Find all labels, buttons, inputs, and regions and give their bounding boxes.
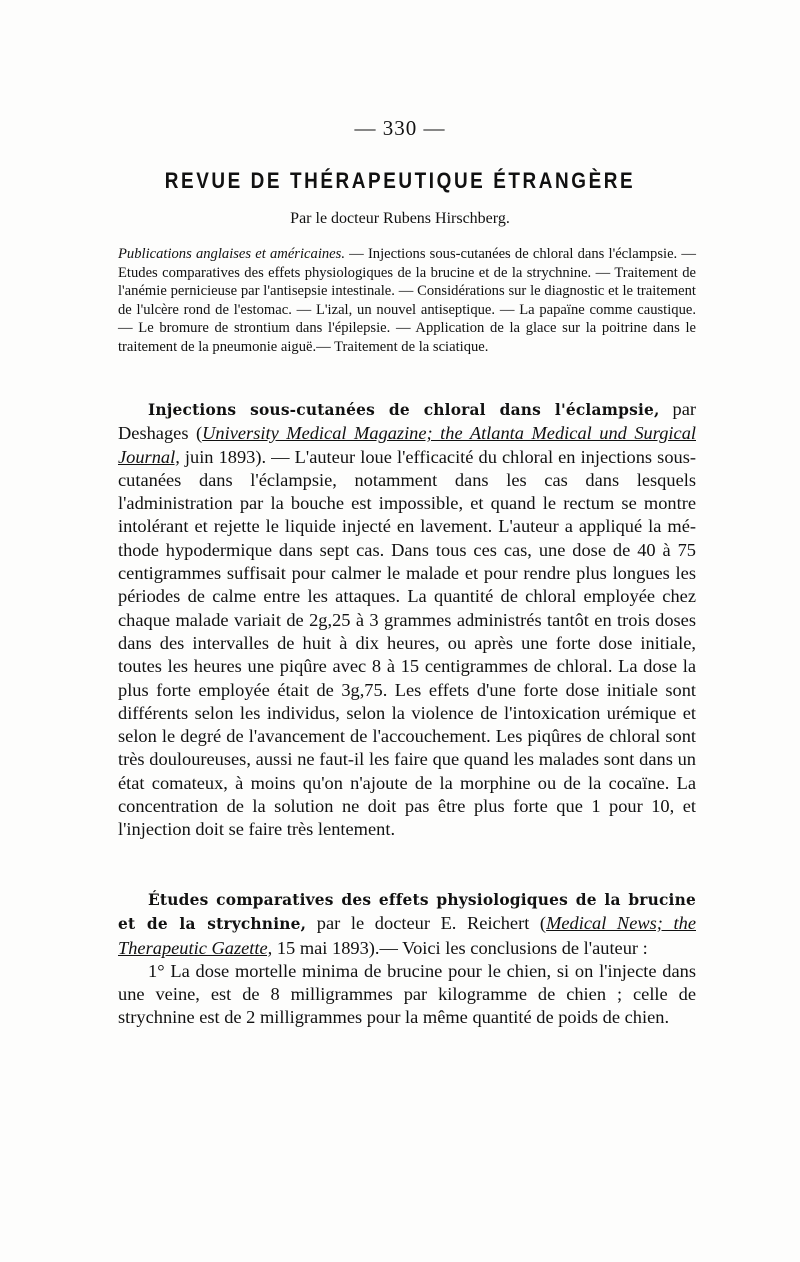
conclusion-point-1: 1° La dose mortelle minima de brucine pour le chien, si on l'injecte dans une veine, est de 8 milligrammes par kilogramme de chien ; celle de strychnine est de 2 milligrammes pour la même quantité de poids de chien. xyxy=(118,960,696,1028)
article-heading: Études comparatives des effets physiologiques de la brucine et de la strychnine, xyxy=(118,891,696,934)
article-source: Medical News; the Therapeutic Gazette, xyxy=(118,913,696,958)
article-date: juin 1893). xyxy=(179,446,267,467)
article-brucine-strychnine xyxy=(118,888,696,1030)
author-byline: Par le docteur Rubens Hirschberg. xyxy=(290,210,510,227)
page-number: — 330 — xyxy=(354,116,446,140)
article-source: University Medical Magazine; the Atlanta Medical und Surgical Journal, xyxy=(118,423,696,467)
article-body: — Voici les conclusions de l'auteur : xyxy=(379,937,648,958)
article-lead: par le docteur E. Reichert ( xyxy=(306,913,547,934)
section-title: REVUE DE THÉRAPEUTIQUE ÉTRANGÈRE xyxy=(164,168,636,193)
article-lead: par Deshages ( xyxy=(118,399,696,444)
summary-paragraph xyxy=(118,245,696,357)
article-date: 15 mai 1893). xyxy=(272,937,380,958)
article-heading: Injections sous-cutanées de chloral dans l'éclampsie, xyxy=(148,401,660,419)
summary-heading: Publications anglaises et américaines. xyxy=(118,246,345,262)
summary-text: — Injections sous-cutanées de chloral dans l'éclampsie. — Etudes comparatives des effets physiologiques de la brucine et de la strychnine. — Traitement de l'anémie pernicieuse par l'antisepsie intestinale. — Considérations sur le diagnostic et le traitement de l'ulcère rond de l'estomac. — L'izal, un nouvel antiseptique. — La papaïne comme caustique. — Le bromure de strontium dans l'épilepsie. — Application de la glace sur la poitrine dans le traitement de la pneumonie aiguë.— Traitement de la sciatique. xyxy=(118,246,696,355)
article-injections-chloral xyxy=(118,398,696,842)
article-body: — L'auteur loue l'efficacité du chloral en injections sous-cutanées dans l'éclampsie, notamment dans les cas dans lesquels l'administration par la bouche est impossible, et quand le rectum se montre intolérant et rejette le liquide injecté en lavement. L'auteur a appliqué la méthode hypodermique dans sept cas. Dans tous ces cas, une dose de 40 à 75 centigrammes suffisait pour calmer le malade et pour rendre plus longues les périodes de calme entre les attaques. La quantité de chloral employée chez chaque malade variait de 2g,25 à 3 grammes administrés tantôt en trois doses dans des intervalles de huit à dix heures, ou après une forte dose initiale, toutes les heures une piqûre avec 8 à 15 centigrammes de chloral. La dose la plus forte employée était de 3g,75. Les effets d'une forte dose initiale sont différents selon les individus, selon la violence de l'intoxication urémique et selon le degré de l'avancement de l'accouchement. Les piqûres de chloral sont très douloureuses, aussi ne faut-il les faire que quand les malades sont dans un état comateux, à moins qu'on n'ajoute de la morphine ou de la cocaïne. La concentration de la solution ne doit pas être plus forte que 1 pour 10, et l'injection doit se faire très lentement. xyxy=(118,446,696,840)
